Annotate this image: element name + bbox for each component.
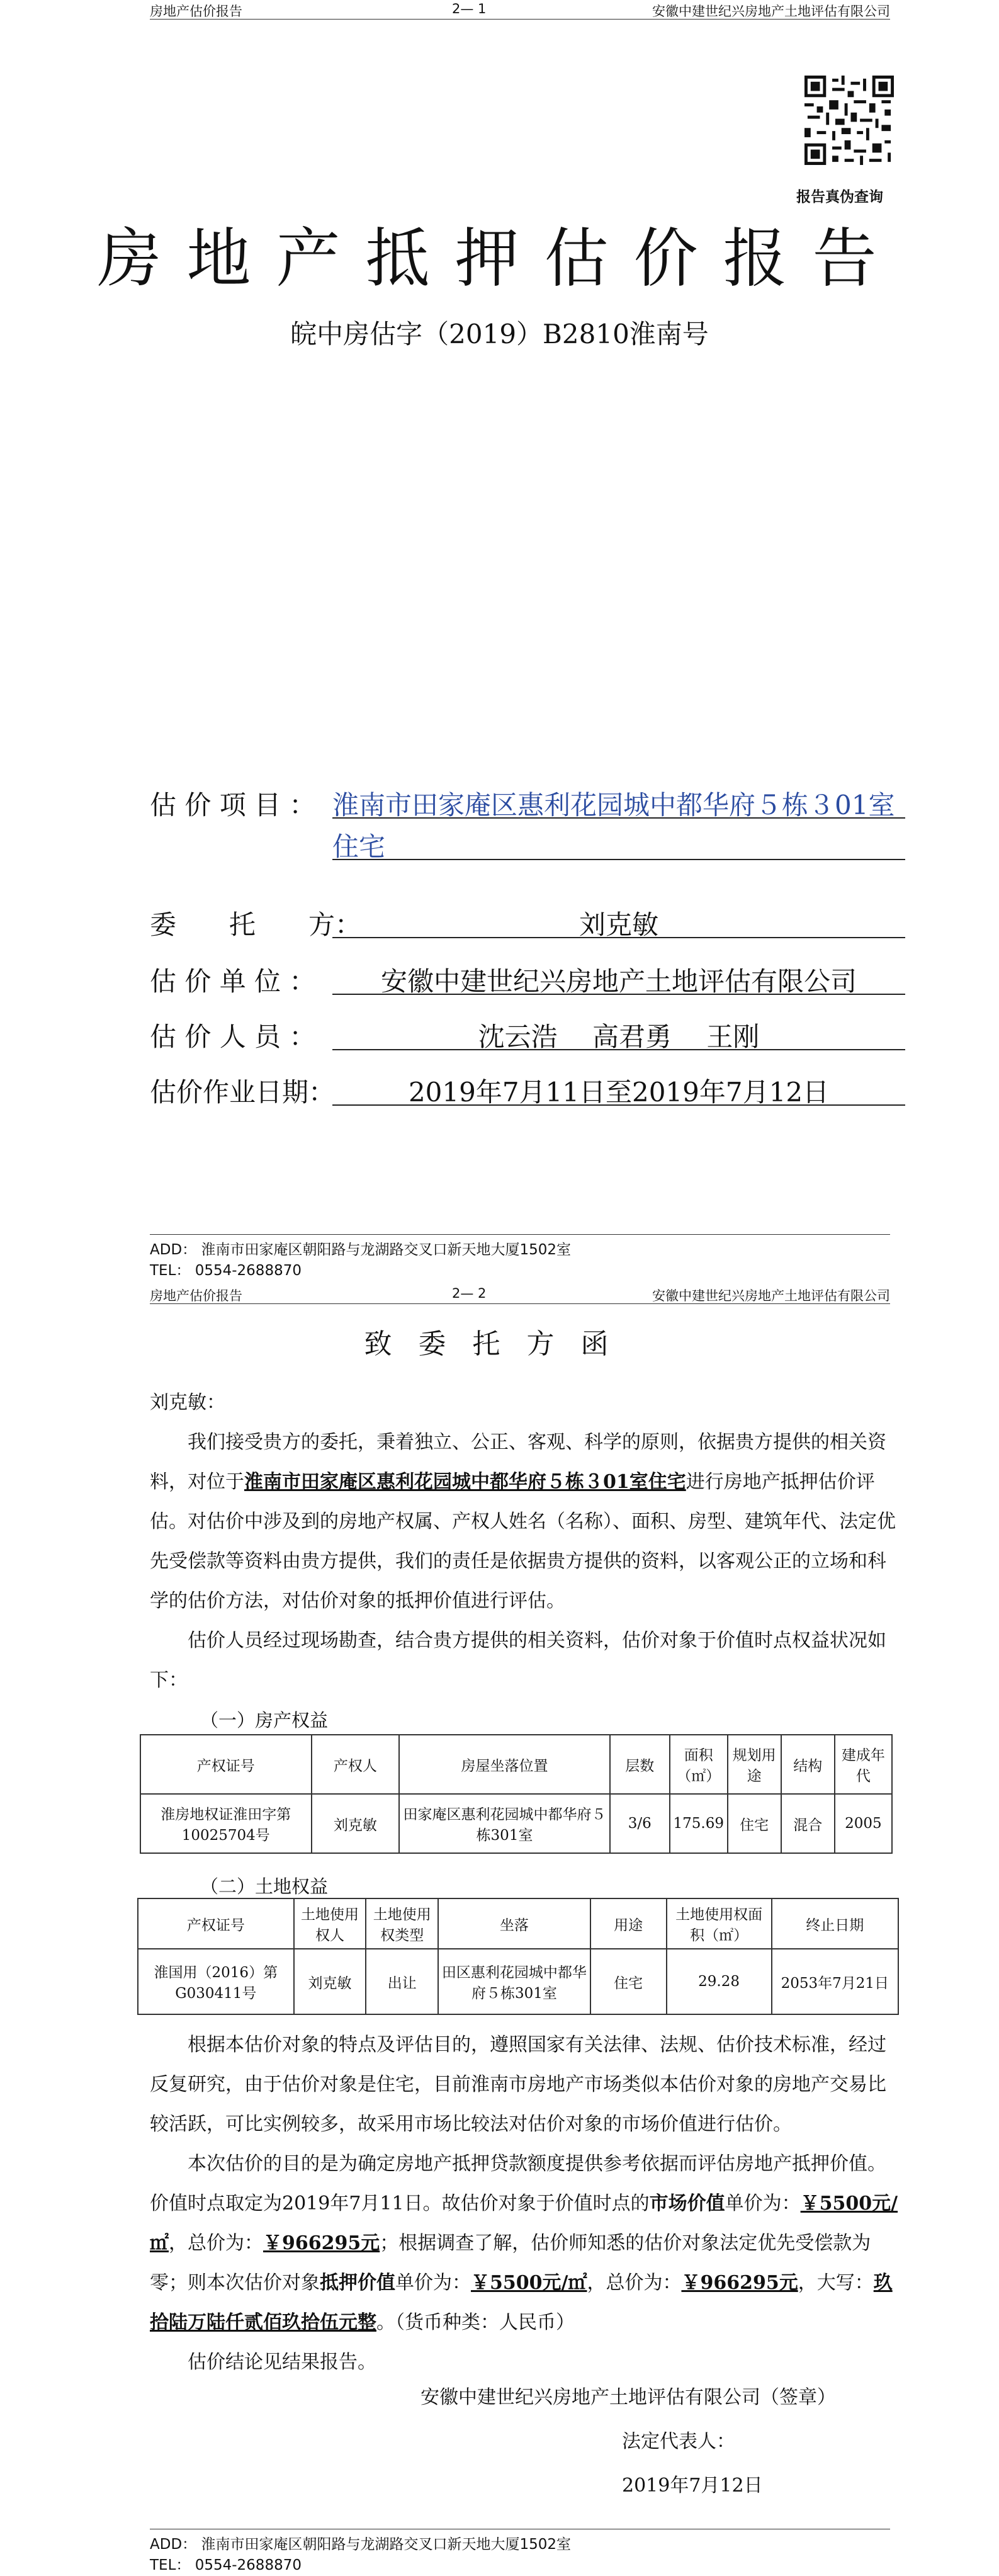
table-header: 层数 [610,1735,670,1794]
header-page-number: 2— 2 [452,1286,487,1301]
footer-address: ADD： 淮南市田家庵区朝阳路与龙湖路交叉口新天地大厦1502室 [150,2536,571,2553]
page-footer [150,1234,890,1281]
field-label: 估 价 单 位 ： [150,966,316,997]
table-header: 用途 [590,1898,667,1949]
footer-address: ADD： 淮南市田家庵区朝阳路与龙湖路交叉口新天地大厦1502室 [150,1242,571,1258]
section-house-rights: （一）房产权益 [200,1710,329,1731]
header-right: 安徽中建世纪兴房地产土地评估有限公司 [652,4,890,19]
company-signature: 安徽中建世纪兴房地产土地评估有限公司（签章） [420,2386,836,2409]
field-label: 估 价 人 员 ： [150,1021,316,1052]
footer-tel: TEL： 0554-2688870 [150,1262,302,1279]
table-header: 建成年代 [835,1735,892,1794]
mortgage-unit-price: ￥5500元/㎡ [471,2272,587,2294]
page-header [150,1285,890,1304]
market-total-price: ￥966295元 [263,2232,380,2254]
table-header: 坐落 [438,1898,590,1949]
header-left: 房地产估价报告 [150,1288,242,1303]
paragraph-3: 根据本估价对象的特点及评估目的，遵照国家有关法律、法规、估价技术标准，经过反复研究，由于估价对象是住宅，目前淮南市房地产市场类似本估价对象的房地产交易比较活跃，可比实例较多，故采用市场比较法对估价对象的市场价值进行估价。 [150,2034,886,2135]
field-label: 估价作业日期： [150,1077,336,1108]
qr-label: 报告真伪查询 [796,189,883,205]
table-header: 产权证号 [138,1898,294,1949]
header-left: 房地产估价报告 [150,4,242,19]
table-header: 土地使用权面积（㎡） [667,1898,772,1949]
field-value: 安徽中建世纪兴房地产土地评估有限公司 [332,961,905,995]
report-number: 皖中房估字（2019）B2810淮南号 [290,319,709,349]
table-header: 房屋坐落位置 [399,1735,609,1794]
field-value: 刘克敏 [332,904,905,938]
letter-body-top [150,1383,899,1700]
table-header: 产权证号 [140,1735,312,1794]
field-label: 委 托 方： [150,909,362,940]
property-address: 淮南市田家庵区惠利花园城中都华府５栋３01室住宅 [244,1471,686,1493]
salutation: 刘克敏： [150,1392,225,1414]
table-header: 土地使用权类型 [366,1898,438,1949]
field-value: 淮南市田家庵区惠利花园城中都华府５栋３01室 [332,785,905,819]
legal-representative: 法定代表人： [622,2431,735,2453]
house-rights-table [140,1734,893,1854]
table-header: 终止日期 [772,1898,898,1949]
paragraph-2: 估价人员经过现场勘查，结合贵方提供的相关资料，估价对象于价值时点权益状况如下： [150,1630,886,1691]
letter-title: 致委托方函 [364,1328,635,1360]
report-title: 房地产抵押估价报告 [97,222,902,297]
header-page-number: 2— 1 [452,1,487,16]
capital-amount: 玖拾陆万陆仟贰佰玖拾伍元整 [150,2272,893,2334]
market-unit-price: ￥5500元/㎡ [150,2193,898,2254]
qr-code-icon[interactable] [804,76,894,165]
paragraph-5: 估价结论见结果报告。 [188,2351,376,2373]
table-header: 结构 [781,1735,835,1794]
field-value: 沈云浩 高君勇 王刚 [332,1016,905,1050]
footer-tel: TEL： 0554-2688870 [150,2557,302,2573]
paragraph-1: 我们接受贵方的委托，秉着独立、公正、客观、科学的原则，依据贵方提供的相关资料，对位于淮南市田家庵区惠利花园城中都华府５栋３01室住宅进行房地产抵押估价评估。对估价中涉及到的房地产权属、产权人姓名（名称）、面积、房型、建筑年代、法定优先受偿款等资料由贵方提供，我们的责任是依据贵方提供的资料，以客观公正的立场和科学的估价方法，对估价对象的抵押价值进行评估。 [150,1431,896,1612]
cover-page [0,0,999,1285]
field-project [150,785,905,863]
field-value: 2019年7月11日至2019年7月12日 [332,1072,905,1106]
page-header [150,0,890,20]
mortgage-total-price: ￥966295元 [681,2272,798,2294]
paragraph-4: 本次估价的目的是为确定房地产抵押贷款额度提供参考依据而评估房地产抵押价值。价值时点取定为2019年7月11日。故估价对象于价值时点的市场价值单价为：￥5500元/㎡，总价为：￥966295元；根据调查了解，估价师知悉的估价对象法定优先受偿款为零；则本次估价对象抵押价值单价为：￥5500元/㎡，总价为：￥966295元，大写：玖拾陆万陆仟贰佰玖拾伍元整。（货币种类：人民币） [150,2153,898,2334]
table-header: 土地使用权人 [294,1898,366,1949]
field-value-line2: 住宅 [332,826,905,860]
letter-date: 2019年7月12日 [622,2475,763,2497]
field-label: 估 价 项 目 ： [150,790,316,820]
table-header: 规划用途 [728,1735,781,1794]
header-right: 安徽中建世纪兴房地产土地评估有限公司 [652,1288,890,1303]
land-rights-table [137,1898,899,2015]
table-header: 面积（㎡） [670,1735,728,1794]
letter-body-bottom [150,2025,899,2382]
table-header: 产权人 [312,1735,400,1794]
page-footer-2 [150,2529,890,2576]
section-land-rights: （二）土地权益 [200,1876,329,1897]
table-row: 淮房地权证淮田字第10025704号 刘克敏 田家庵区惠利花园城中都华府５栋301室 3/6 175.69 住宅 混合 2005 [140,1794,892,1853]
table-row: 淮国用（2016）第G030411号 刘克敏 出让 田区惠利花园城中都华府５栋301室 住宅 29.28 2053年7月21日 [138,1949,898,2014]
